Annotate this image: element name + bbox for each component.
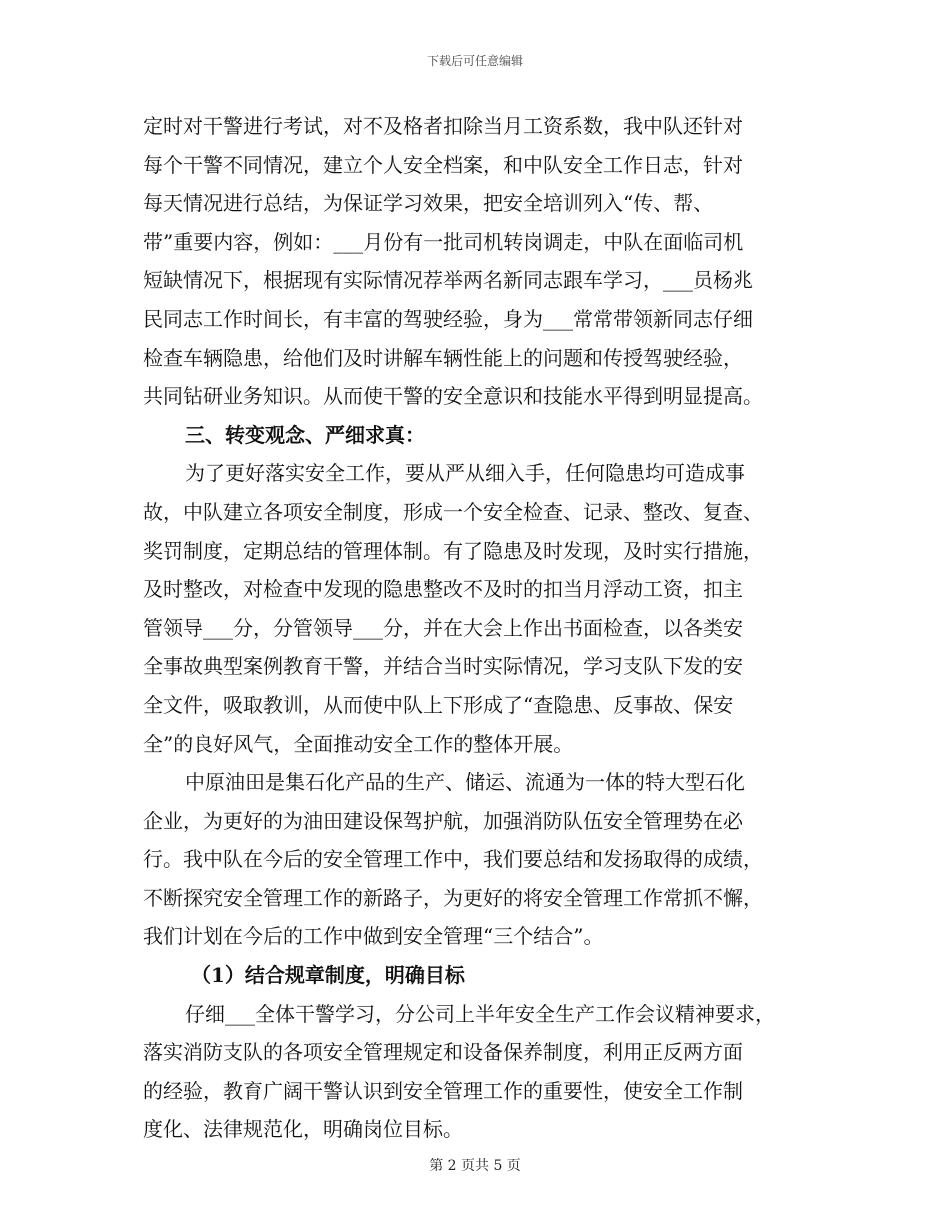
- paragraph-line: 全事故典型案例教育干警，并结合当时实际情况，学习支队下发的安: [143, 654, 743, 679]
- section-heading: 三、转变观念、严细求真：: [185, 422, 425, 447]
- paragraph-line: 带”重要内容，例如：___月份有一批司机转岗调走，中队在面临司机: [143, 229, 744, 254]
- paragraph-line: 奖罚制度，定期总结的管理体制。有了隐患及时发现，及时实行措施，: [143, 538, 763, 563]
- page-footer: 第 2 页共 5 页: [429, 1158, 521, 1174]
- paragraph-line: 管领导___分，分管领导___分，并在大会上作出书面检查，以各类安: [143, 615, 743, 640]
- paragraph-line: 每天情况进行总结，为保证学习效果，把安全培训列入“传、帮、: [143, 191, 714, 216]
- paragraph-line: 每个干警不同情况，建立个人安全档案，和中队安全工作日志，针对: [143, 152, 743, 177]
- paragraph-line: 检查车辆隐患，给他们及时讲解车辆性能上的问题和传授驾驶经验，: [143, 345, 743, 370]
- paragraph-line: 及时整改，对检查中发现的隐患整改不及时的扣当月浮动工资，扣主: [143, 577, 743, 602]
- paragraph-line: 共同钻研业务知识。从而使干警的安全意识和技能水平得到明显提高。: [143, 384, 763, 409]
- paragraph-line: 全”的良好风气，全面推动安全工作的整体开展。: [143, 731, 574, 756]
- paragraph-line: 全文件，吸取教训，从而使中队上下形成了“查隐患、反事故、保安: [143, 692, 734, 717]
- paragraph-line: 落实消防支队的各项安全管理规定和设备保养制度，利用正反两方面: [143, 1040, 743, 1065]
- paragraph-line: 为了更好落实安全工作，要从严从细入手，任何隐患均可造成事: [185, 461, 745, 486]
- paragraph-line: 度化、法律规范化，明确岗位目标。: [143, 1117, 463, 1142]
- paragraph-line: 短缺情况下，根据现有实际情况荐举两名新同志跟车学习，___员杨兆: [143, 268, 753, 293]
- paragraph-line: 不断探究安全管理工作的新路子，为更好的将安全管理工作常抓不懈，: [143, 885, 763, 910]
- document-body: [143, 107, 813, 1149]
- paragraph-line: 企业，为更好的为油田建设保驾护航，加强消防队伍安全管理势在必: [143, 808, 743, 833]
- page-header: 下载后可任意编辑: [426, 54, 523, 68]
- paragraph-line: 仔细___全体干警学习，分公司上半年安全生产工作会议精神要求，: [185, 1001, 775, 1026]
- subsection-heading: （1）结合规章制度，明确目标: [191, 963, 465, 988]
- paragraph-line: 故，中队建立各项安全制度，形成一个安全检查、记录、整改、复查、: [143, 499, 763, 524]
- paragraph-line: 我们计划在今后的工作中做到安全管理“三个结合”。: [143, 924, 604, 949]
- paragraph-line: 民同志工作时间长，有丰富的驾驶经验，身为___常常带领新同志仔细: [143, 306, 753, 331]
- paragraph-line: 定时对干警进行考试，对不及格者扣除当月工资系数，我中队还针对: [143, 114, 743, 138]
- paragraph-line: 中原油田是集石化产品的生产、储运、流通为一体的特大型石化: [185, 770, 745, 795]
- paragraph-line: 行。我中队在今后的安全管理工作中，我们要总结和发扬取得的成绩，: [143, 847, 763, 872]
- paragraph-line: 的经验，教育广阔干警认识到安全管理工作的重要性，使安全工作制: [143, 1078, 743, 1103]
